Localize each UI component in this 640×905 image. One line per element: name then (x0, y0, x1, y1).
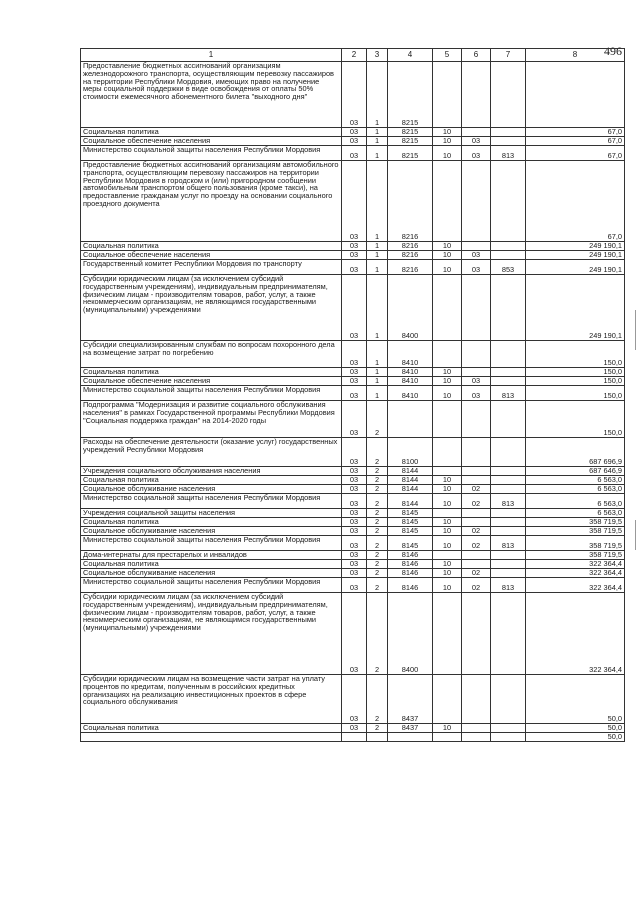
code-cell (491, 485, 526, 494)
row-label-cell: Предоставление бюджетных ассигнований организациям автомобильного транспорта, осуществляющим перевозку пассажиров на территории Республики Мордовия в городском и (или) пригородном сообщении автомобильным транспортом общего пользования (кроме такси), на предоставление гражданам услуг по проезду на основании социального проездного документа (81, 161, 342, 242)
code-cell: 10 (433, 494, 462, 509)
code-cell: 02 (462, 494, 491, 509)
row-label-cell: Социальное обслуживание населения (81, 569, 342, 578)
table-row (81, 251, 625, 260)
amount-cell: 687 646,9 (526, 467, 625, 476)
code-cell (491, 62, 526, 128)
code-cell: 02 (462, 527, 491, 536)
code-cell (491, 467, 526, 476)
header-row (81, 49, 625, 62)
code-cell: 03 (342, 518, 367, 527)
code-cell: 10 (433, 569, 462, 578)
code-cell: 2 (367, 518, 388, 527)
budget-table (80, 48, 625, 742)
code-cell: 10 (433, 578, 462, 593)
code-cell (433, 509, 462, 518)
code-cell (433, 62, 462, 128)
code-cell: 03 (462, 386, 491, 401)
code-cell (462, 438, 491, 467)
code-cell (462, 128, 491, 137)
code-cell (462, 161, 491, 242)
row-label-cell: Субсидии юридическим лицам на возмещение части затрат на уплату процентов по кредитам, полученным в российских кредитных организациях на реализацию инвестиционных проектов в сфере социального обслуживания (81, 675, 342, 724)
code-cell: 8215 (388, 146, 433, 161)
code-cell: 2 (367, 551, 388, 560)
code-cell: 813 (491, 536, 526, 551)
code-cell: 8146 (388, 560, 433, 569)
row-label-cell: Социальное обслуживание населения (81, 527, 342, 536)
code-cell (491, 551, 526, 560)
code-cell (462, 341, 491, 368)
code-cell: 1 (367, 62, 388, 128)
code-cell (491, 527, 526, 536)
code-cell: 03 (342, 494, 367, 509)
code-cell: 1 (367, 146, 388, 161)
code-cell: 2 (367, 724, 388, 733)
code-cell: 8410 (388, 368, 433, 377)
amount-cell: 322 364,4 (526, 578, 625, 593)
column-header: 1 (81, 49, 342, 62)
code-cell: 03 (462, 137, 491, 146)
code-cell: 1 (367, 128, 388, 137)
code-cell: 8400 (388, 275, 433, 341)
row-label-cell: Министерство социальной защиты населения Республики Мордовия (81, 536, 342, 551)
code-cell: 1 (367, 242, 388, 251)
code-cell (491, 518, 526, 527)
code-cell: 03 (342, 551, 367, 560)
code-cell: 10 (433, 527, 462, 536)
code-cell: 2 (367, 560, 388, 569)
amount-cell: 6 563,0 (526, 494, 625, 509)
code-cell (433, 275, 462, 341)
code-cell: 853 (491, 260, 526, 275)
amount-cell: 6 563,0 (526, 476, 625, 485)
code-cell (462, 242, 491, 251)
code-cell: 2 (367, 467, 388, 476)
code-cell (433, 401, 462, 438)
column-header: 6 (462, 49, 491, 62)
code-cell: 8216 (388, 251, 433, 260)
code-cell (388, 401, 433, 438)
code-cell: 03 (342, 62, 367, 128)
code-cell (462, 551, 491, 560)
code-cell (491, 476, 526, 485)
code-cell (462, 675, 491, 724)
amount-cell: 358 719,5 (526, 536, 625, 551)
code-cell (491, 251, 526, 260)
amount-cell: 322 364,4 (526, 569, 625, 578)
code-cell: 813 (491, 578, 526, 593)
code-cell: 813 (491, 146, 526, 161)
table-row (81, 386, 625, 401)
table-row (81, 161, 625, 242)
code-cell: 2 (367, 509, 388, 518)
code-cell (462, 62, 491, 128)
table-row (81, 368, 625, 377)
amount-cell: 150,0 (526, 341, 625, 368)
table-row (81, 733, 625, 742)
code-cell: 2 (367, 494, 388, 509)
code-cell: 10 (433, 536, 462, 551)
code-cell: 03 (342, 724, 367, 733)
row-label-cell (81, 733, 342, 742)
code-cell: 03 (342, 578, 367, 593)
code-cell: 03 (342, 146, 367, 161)
code-cell: 03 (342, 341, 367, 368)
column-header: 2 (342, 49, 367, 62)
code-cell: 03 (342, 593, 367, 675)
code-cell: 8410 (388, 377, 433, 386)
code-cell (462, 467, 491, 476)
code-cell: 10 (433, 476, 462, 485)
table-row (81, 724, 625, 733)
table-row (81, 518, 625, 527)
code-cell: 1 (367, 275, 388, 341)
code-cell: 10 (433, 724, 462, 733)
row-label-cell: Социальная политика (81, 724, 342, 733)
table-row (81, 137, 625, 146)
row-label-cell: Субсидии юридическим лицам (за исключением субсидий государственным учреждениям), индивидуальным предпринимателям, физическим лицам - производителям товаров, работ, услуг, а также некоммерческим организациям, не являющимся государственными (муниципальными) учреждениями (81, 275, 342, 341)
code-cell (433, 341, 462, 368)
amount-cell: 358 719,5 (526, 551, 625, 560)
code-cell: 02 (462, 578, 491, 593)
amount-cell: 358 719,5 (526, 518, 625, 527)
code-cell: 03 (342, 128, 367, 137)
code-cell: 8146 (388, 578, 433, 593)
code-cell: 03 (342, 527, 367, 536)
row-label-cell: Социальная политика (81, 128, 342, 137)
code-cell: 8410 (388, 341, 433, 368)
code-cell: 03 (342, 467, 367, 476)
code-cell (433, 675, 462, 724)
table-row (81, 128, 625, 137)
code-cell (491, 137, 526, 146)
table-row (81, 527, 625, 536)
row-label-cell: Социальное обеспечение населения (81, 251, 342, 260)
code-cell (462, 509, 491, 518)
code-cell: 8215 (388, 137, 433, 146)
code-cell: 10 (433, 518, 462, 527)
code-cell: 10 (433, 560, 462, 569)
code-cell: 02 (462, 569, 491, 578)
code-cell: 8145 (388, 518, 433, 527)
code-cell (342, 733, 367, 742)
amount-cell: 6 563,0 (526, 509, 625, 518)
code-cell (462, 724, 491, 733)
code-cell (433, 733, 462, 742)
code-cell: 8144 (388, 494, 433, 509)
code-cell: 03 (462, 251, 491, 260)
table-row (81, 438, 625, 467)
code-cell (388, 733, 433, 742)
amount-cell (526, 62, 625, 128)
table-row (81, 467, 625, 476)
code-cell (491, 675, 526, 724)
row-label-cell: Предоставление бюджетных ассигнований организациям железнодорожного транспорта, осуществляющим перевозку пассажиров на территории Республики Мордовия, имеющих право на получение меры социальной поддержки в виде освобождения от оплаты 50% стоимости ежемесячного абонементного билета "выходного дня" (81, 62, 342, 128)
code-cell (491, 377, 526, 386)
code-cell (491, 509, 526, 518)
code-cell: 10 (433, 368, 462, 377)
row-label-cell: Учреждения социального обслуживания населения (81, 467, 342, 476)
code-cell: 8100 (388, 438, 433, 467)
code-cell: 2 (367, 401, 388, 438)
code-cell (491, 569, 526, 578)
code-cell: 02 (462, 536, 491, 551)
code-cell: 813 (491, 386, 526, 401)
amount-cell: 249 190,1 (526, 242, 625, 251)
margin-mark (635, 310, 636, 350)
table-row (81, 377, 625, 386)
amount-cell: 150,0 (526, 377, 625, 386)
code-cell: 03 (342, 485, 367, 494)
code-cell (433, 161, 462, 242)
code-cell: 10 (433, 386, 462, 401)
amount-cell: 150,0 (526, 368, 625, 377)
row-label-cell: Министерство социальной защиты населения Республики Мордовия (81, 146, 342, 161)
amount-cell: 50,0 (526, 733, 625, 742)
code-cell: 1 (367, 386, 388, 401)
code-cell: 1 (367, 260, 388, 275)
table-body (81, 62, 625, 742)
code-cell: 1 (367, 368, 388, 377)
code-cell (367, 733, 388, 742)
code-cell (433, 438, 462, 467)
amount-cell: 687 696,9 (526, 438, 625, 467)
code-cell: 8216 (388, 242, 433, 251)
code-cell (462, 733, 491, 742)
code-cell: 10 (433, 251, 462, 260)
code-cell: 1 (367, 161, 388, 242)
row-label-cell: Министерство социальной защиты населения Республики Мордовия (81, 386, 342, 401)
table-row (81, 494, 625, 509)
row-label-cell: Министерство социальной защиты населения Республики Мордовия (81, 578, 342, 593)
code-cell (491, 341, 526, 368)
code-cell: 03 (342, 560, 367, 569)
code-cell: 8437 (388, 724, 433, 733)
row-label-cell: Социальная политика (81, 242, 342, 251)
code-cell: 8144 (388, 467, 433, 476)
row-label-cell: Государственный комитет Республики Мордовия по транспорту (81, 260, 342, 275)
table-row (81, 536, 625, 551)
code-cell: 1 (367, 137, 388, 146)
code-cell (491, 275, 526, 341)
table-row (81, 341, 625, 368)
amount-cell: 249 190,1 (526, 260, 625, 275)
code-cell: 02 (462, 485, 491, 494)
code-cell (433, 467, 462, 476)
code-cell: 03 (342, 509, 367, 518)
code-cell: 10 (433, 137, 462, 146)
table-row (81, 551, 625, 560)
code-cell (491, 128, 526, 137)
amount-cell: 67,0 (526, 146, 625, 161)
row-label-cell: Социальное обеспечение населения (81, 377, 342, 386)
code-cell: 8144 (388, 485, 433, 494)
code-cell: 8146 (388, 551, 433, 560)
table-row (81, 401, 625, 438)
code-cell: 8145 (388, 527, 433, 536)
code-cell: 2 (367, 438, 388, 467)
amount-cell: 249 190,1 (526, 251, 625, 260)
row-label-cell: Министерство социальной защиты населения Республики Мордовия (81, 494, 342, 509)
code-cell: 03 (342, 476, 367, 485)
code-cell (491, 161, 526, 242)
row-label-cell: Социальное обслуживание населения (81, 485, 342, 494)
code-cell (433, 551, 462, 560)
amount-cell: 67,0 (526, 128, 625, 137)
table-row (81, 578, 625, 593)
code-cell: 03 (342, 137, 367, 146)
code-cell: 8410 (388, 386, 433, 401)
code-cell: 2 (367, 578, 388, 593)
code-cell: 2 (367, 569, 388, 578)
code-cell: 10 (433, 260, 462, 275)
code-cell: 8145 (388, 536, 433, 551)
code-cell: 03 (462, 377, 491, 386)
code-cell: 8215 (388, 128, 433, 137)
code-cell: 2 (367, 485, 388, 494)
column-header: 7 (491, 49, 526, 62)
column-header: 4 (388, 49, 433, 62)
table-row (81, 62, 625, 128)
code-cell: 8145 (388, 509, 433, 518)
column-header: 3 (367, 49, 388, 62)
code-cell: 03 (342, 401, 367, 438)
row-label-cell: Социальное обеспечение населения (81, 137, 342, 146)
margin-mark (635, 520, 636, 550)
table-row (81, 275, 625, 341)
table-row (81, 260, 625, 275)
code-cell: 2 (367, 675, 388, 724)
code-cell: 8215 (388, 62, 433, 128)
code-cell: 03 (342, 242, 367, 251)
amount-cell: 249 190,1 (526, 275, 625, 341)
code-cell (462, 518, 491, 527)
code-cell (462, 476, 491, 485)
row-label-cell: Социальная политика (81, 368, 342, 377)
code-cell: 1 (367, 251, 388, 260)
code-cell: 10 (433, 485, 462, 494)
row-label-cell: Учреждения социальной защиты населения (81, 509, 342, 518)
code-cell: 03 (342, 368, 367, 377)
row-label-cell: Дома-интернаты для престарелых и инвалидов (81, 551, 342, 560)
code-cell: 03 (342, 438, 367, 467)
code-cell: 03 (462, 260, 491, 275)
column-header: 8 (526, 49, 625, 62)
amount-cell: 150,0 (526, 386, 625, 401)
code-cell: 03 (342, 569, 367, 578)
amount-cell: 358 719,5 (526, 527, 625, 536)
code-cell: 1 (367, 377, 388, 386)
code-cell (491, 733, 526, 742)
table-row (81, 560, 625, 569)
code-cell (491, 438, 526, 467)
code-cell: 8437 (388, 675, 433, 724)
code-cell: 8146 (388, 569, 433, 578)
code-cell: 8216 (388, 260, 433, 275)
code-cell: 8400 (388, 593, 433, 675)
code-cell: 03 (342, 377, 367, 386)
code-cell (462, 593, 491, 675)
code-cell (462, 368, 491, 377)
code-cell: 03 (342, 161, 367, 242)
row-label-cell: Субсидии юридическим лицам (за исключением субсидий государственным учреждениям), индивидуальным предпринимателям, физическим лицам - производителям товаров, работ, услуг, а также некоммерческим организациям, не являющимся государственными (муниципальными) учреждениями (81, 593, 342, 675)
row-label-cell: Социальная политика (81, 476, 342, 485)
code-cell (491, 593, 526, 675)
code-cell: 10 (433, 146, 462, 161)
code-cell (491, 401, 526, 438)
code-cell: 8216 (388, 161, 433, 242)
row-label-cell: Субсидии специализированным службам по вопросам похоронного дела на возмещение затрат по погребению (81, 341, 342, 368)
code-cell: 03 (462, 146, 491, 161)
code-cell: 10 (433, 128, 462, 137)
code-cell: 8144 (388, 476, 433, 485)
table-row (81, 569, 625, 578)
table-row (81, 485, 625, 494)
table-row (81, 146, 625, 161)
code-cell: 03 (342, 251, 367, 260)
code-cell: 2 (367, 476, 388, 485)
code-cell: 10 (433, 377, 462, 386)
code-cell: 813 (491, 494, 526, 509)
code-cell (491, 368, 526, 377)
amount-cell: 67,0 (526, 137, 625, 146)
code-cell: 03 (342, 386, 367, 401)
code-cell: 03 (342, 675, 367, 724)
code-cell: 03 (342, 260, 367, 275)
code-cell: 2 (367, 593, 388, 675)
row-label-cell: Подпрограмма "Модернизация и развитие социального обслуживания населения" в рамках Государственной программы Республики Мордовия "Социальная поддержка граждан" на 2014-2020 годы (81, 401, 342, 438)
amount-cell: 322 364,4 (526, 560, 625, 569)
amount-cell: 50,0 (526, 724, 625, 733)
row-label-cell: Социальная политика (81, 560, 342, 569)
code-cell: 1 (367, 341, 388, 368)
code-cell (462, 560, 491, 569)
row-label-cell: Социальная политика (81, 518, 342, 527)
page-number: 496 (604, 44, 622, 58)
table-row (81, 675, 625, 724)
code-cell (462, 275, 491, 341)
code-cell: 10 (433, 242, 462, 251)
amount-cell: 50,0 (526, 675, 625, 724)
amount-cell: 67,0 (526, 161, 625, 242)
table-row (81, 593, 625, 675)
table-row (81, 509, 625, 518)
table-row (81, 476, 625, 485)
code-cell (491, 724, 526, 733)
code-cell: 03 (342, 536, 367, 551)
amount-cell: 6 563,0 (526, 485, 625, 494)
code-cell (491, 242, 526, 251)
code-cell: 03 (342, 275, 367, 341)
code-cell (462, 401, 491, 438)
row-label-cell: Расходы на обеспечение деятельности (оказание услуг) государственных учреждений Республики Мордовия (81, 438, 342, 467)
column-header: 5 (433, 49, 462, 62)
table-row (81, 242, 625, 251)
amount-cell: 150,0 (526, 401, 625, 438)
code-cell (433, 593, 462, 675)
code-cell: 2 (367, 536, 388, 551)
amount-cell: 322 364,4 (526, 593, 625, 675)
code-cell: 2 (367, 527, 388, 536)
code-cell (491, 560, 526, 569)
